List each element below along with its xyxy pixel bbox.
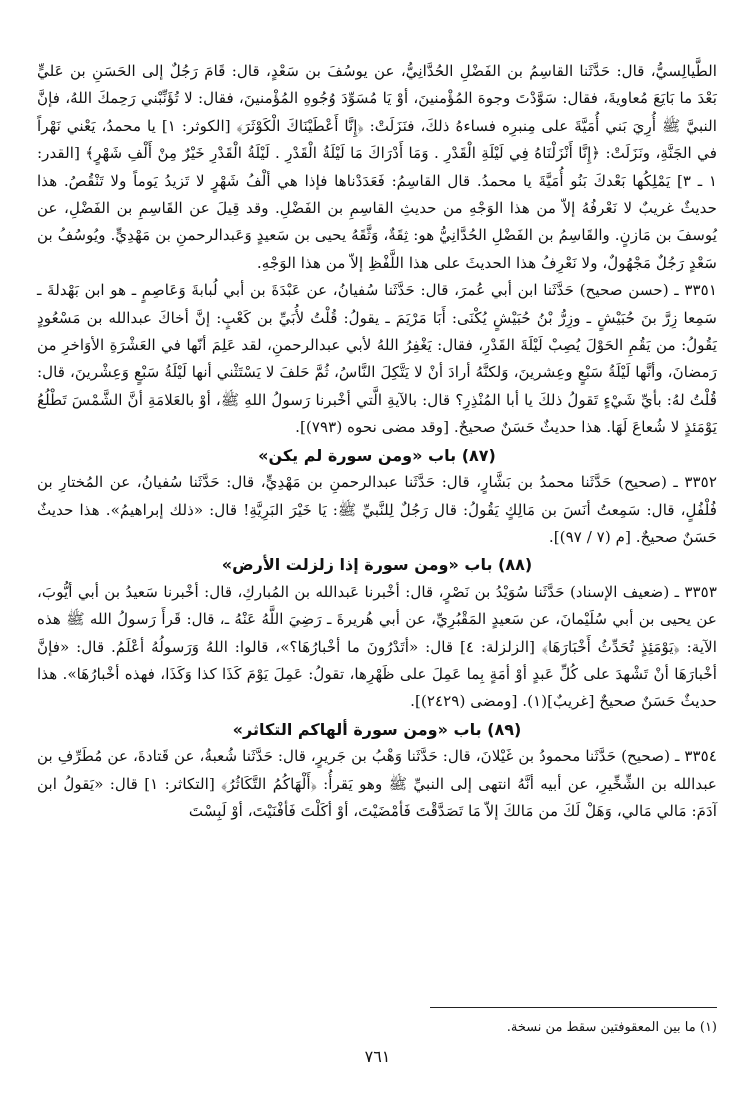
chapter-heading-89: (٨٩) باب «ومن سورة ألهاكم التكاثر»	[232, 719, 522, 739]
footnote: (١) ما بين المعقوفتين سقط من نسخة.	[506, 1020, 717, 1035]
chapter-heading-88: (٨٨) باب «ومن سورة إذا زلزلت الأرض»	[221, 555, 533, 575]
paragraph-hadith-3352: ٣٣٥٢ ـ (صحيح) حَدَّثَنا محمدُ بن بَشَّارٍ، قال: حَدَّثَنا عبدالرحمنِ بن مَهْدِيٍّ، قال: حَدَّثَنا سُفيانُ، عن المُختارِ بن فُلْفُلٍ، قال: سَمِعتُ أنَسَ بن مَالِكٍ يَقُولُ: قال رَجُلٌ لِلنَّبيِّ ﷺ: يَا خَيْرَ البَرِيَّةِ! قال: «ذلك إبراهيمُ». هذا حديثٌ حَسَنٌ صحيحٌ. [م (٧ / ٩٧)].	[37, 473, 717, 546]
paragraph-hadith-3351: ٣٣٥١ ـ (حسن صحيح) حَدَّثَنا ابن أبي عُمرَ، قال: حَدَّثَنا سُفيانُ، عن عَبْدَةَ بن أبي لُبابةَ وَعَاصِمٍ ـ هو ابن بَهْدلةَ ـ سَمِعا زِرَّ بنَ حُبَيْشٍ ـ وزِرُّ بْنُ حُبَيْشٍ يُكْنَى: أَبَا مَرْيَمَ ـ يقولُ: قُلْتُ لأُبَيِّ بن كَعْبٍ: إنَّ أخاكَ عبدالله بن مَسْعُودٍ يَقُولُ: من يَقُمِ الحَوْلَ يُصِبْ لَيْلَةَ القَدْرِ، فقال: يَغْفِرُ اللهُ لأبي عبدالرحمنِ، لقد عَلِمَ أنّها في العَشْرَةِ الأوَاخرِ من رَمضانَ، وأنَّها لَيْلَةُ سَبْعٍ وعِشرينَ، وَلكنَّهُ أرادَ أنْ لا يَتَّكِلَ النَّاسُ، ثُمَّ حَلفَ لا يَسْتَثْني أنها لَيْلَةُ سَبْعٍ وَعِشْرينَ، قال: قُلْتُ لهُ: بأيِّ شَيْءٍ تَقولُ ذلكَ يا أبا المُنْذِرِ؟ قال: بالآيةِ الَّتي أخْبرنا رَسولُ اللهِ ﷺ، أوْ بالعَلامَةِ أنَّ الشَّمْسَ تَطْلُعُ يَوْمَئذٍ لا شُعاعَ لَهَا. هذا حديثٌ حَسَنٌ صحيحٌ. [وقد مضى نحوه (٧٩٣)].	[37, 281, 717, 437]
paragraph-hadith-3353: ٣٣٥٣ ـ (ضعيف الإسناد) حَدَّثَنا سُوَيْدُ بن نَصْرٍ، قال: أخْبرنا عَبدالله بن المُباركِ، قال: أخْبرنا سَعيدُ بن أبي أيُّوبَ، عن يحيى بن أبي سُلَيْمانَ، عن سَعيدٍ المَقْبُرِيِّ، عن أبي هُريرةَ ـ رَضِيَ اللَّهُ عَنْهُ ـ، قال: قَرأَ رَسولُ الله ﷺ هذه الآية: ﴿يَوْمَئِذٍ تُحَدِّثُ أَخْبَارَهَا﴾ [الزلزلة: ٤] قال: «أتَدْرُونَ ما أخْبارُهَا؟»، قالوا: اللهُ وَرَسولُهُ أعْلَمُ. قال: «فإنَّ أخْبارَهَا أنْ تَشْهدَ على كُلِّ عَبدٍ أوْ أمَةٍ بِما عَمِلَ على ظَهْرِها، تقولُ: عَمِلَ يَوْمَ كَذَا كذا وَكَذَا، فهذه أخْبارُهَا». هذا حديثٌ حَسَنٌ صحيحٌ [غريبٌ](١). [ومضى (٢٤٢٩)].	[37, 582, 717, 711]
page-body	[37, 58, 717, 825]
footnote-divider	[430, 1007, 717, 1008]
paragraph-1: الطَّيالِسيُّ، قال: حَدَّثَنا القاسِمُ بن الفَضْلِ الحُدَّانِيُّ، عن يوسُفَ بن سَعْدٍ، قال: قَامَ رَجُلٌ إلى الحَسَنِ بن عَليٍّ بَعْدَ ما بَايَعَ مُعاويةَ، فقال: سَوَّدْتَ وجوهَ المُؤْمنينَ، أوْ يَا مُسَوِّدَ وُجُوهِ المُؤْمنينَ، فقال: لا تُؤَنِّبْني رَحِمكَ اللهُ، فإنَّ النبيَّ ﷺ أُرِيَ بَني أُمَيَّةَ على مِنبرِه فساءهُ ذلكَ، فنَزَلَتْ: ﴿إِنَّا أَعْطَيْنَاكَ الْكَوْثَرَ﴾ [الكوثر: ١] يا محمدُ، يَعْني نَهْراً في الجَنَّةِ، ونَزَلَتْ: ﴿إِنَّا أَنْزَلْنَاهُ فِي لَيْلَةِ الْقَدْرِ . وَمَا أَدْرَاكَ مَا لَيْلَةُ الْقَدْرِ . لَيْلَةُ الْقَدْرِ خَيْرٌ مِنْ أَلْفِ شَهْرٍ﴾ [القدر: ١ ـ ٣] يَمْلِكُها بَعْدكَ بَنُو أُمَيَّةَ يا محمدُ. قال القاسِمُ: فَعَدَدْناها فإذا هي ألْفُ شَهْرٍ لا تَزيدُ يَوماً ولا تَنْقُصُ. هذا حديثٌ غريبٌ لا نَعْرفُهُ إلاّ من هذا الوَجْهِ من حديثِ القاسِمِ بن الفَضْلِ. وقد قِيلَ عن القَاسِمِ بن الفَضْلِ، عن يُوسفَ بن مَازنٍ. والقَاسِمُ بن الفَضْلِ الحُدَّانِيُّ هو: ثِقَةٌ، وَثَّقَهُ يحيى بن سَعيدٍ وَعَبدالرحمنِ بن مَهْدِيٍّ. ويُوسُفُ بن سَعْدٍ رَجُلٌ مَجْهُولٌ، ولا نَعْرِفُ هذا الحديثَ على هذا اللَّفْظِ إلاّ من هذا الوَجْهِ.	[37, 62, 717, 272]
chapter-heading-87: (٨٧) باب «ومن سورة لم يكن»	[258, 445, 496, 465]
paragraph-hadith-3354: ٣٣٥٤ ـ (صحيح) حَدَّثَنا محمودُ بن غَيْلانَ، قال: حَدَّثَنا وَهْبُ بن جَريرٍ، قال: حَدَّثَنا شُعبةُ، عن قَتادةَ، عن مُطَرِّفِ بن عبدالله بن الشِّخِّيرِ، عن أبيه أنَّهُ انتهى إلى النبيِّ ﷺ وهو يَقرأُ: ﴿أَلْهَاكُمُ التَّكَاثُرُ﴾ [التكاثر: ١] قال: «يَقولُ ابن آدَمَ: مَالي مَالي، وَهَلْ لَكَ من مَالكَ إلاّ مَا تَصَدَّقْتَ فَأمْضَيْتَ، أوْ أكَلْتَ فَأفْنَيْتَ، أوْ لَبِسْتَ	[37, 747, 717, 820]
page-number: ٧٦١	[364, 1047, 391, 1066]
